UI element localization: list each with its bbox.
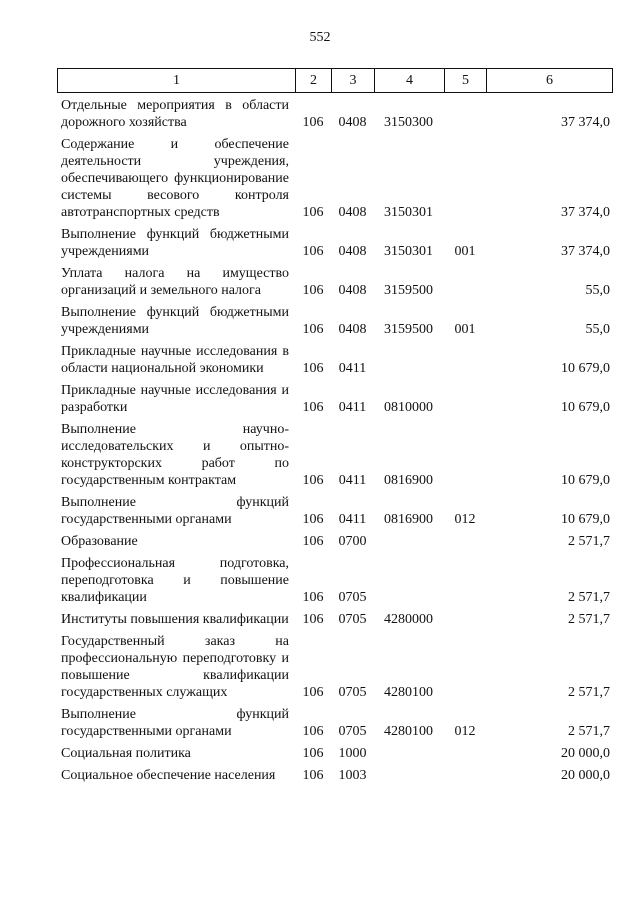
row-code-expense xyxy=(444,767,486,789)
row-code-ministry: 106 xyxy=(302,746,324,761)
row-name: Уплата налога на имущество организаций и земельного налога xyxy=(61,266,289,298)
row-code-section: 0411 xyxy=(338,512,367,527)
page-number: 552 xyxy=(309,30,331,45)
row-code-expense: 012 xyxy=(454,724,476,739)
row-code-ministry: 106 xyxy=(302,400,324,415)
table-header xyxy=(57,68,613,93)
row-amount: 2 571,7 xyxy=(568,590,610,605)
header-col-4: 4 xyxy=(375,69,445,93)
row-code-target xyxy=(374,343,444,382)
row-code-target xyxy=(374,745,444,767)
row-code-expense xyxy=(444,382,486,421)
row-code-expense xyxy=(444,421,486,494)
row-amount: 55,0 xyxy=(585,283,610,298)
header-col-2: 2 xyxy=(296,69,332,93)
row-code-expense: 012 xyxy=(454,512,476,527)
row-code-target: 4280100 xyxy=(384,685,433,700)
row-code-section: 0408 xyxy=(338,322,367,337)
row-name: Прикладные научные исследования и разработки xyxy=(61,383,289,415)
row-name: Содержание и обеспечение деятельности учреждения, обеспечивающего функционирование системы весового контроля автотранспортных средств xyxy=(61,137,289,220)
row-name: Социальная политика xyxy=(61,746,191,761)
row-code-target: 3150301 xyxy=(384,244,433,259)
row-code-ministry: 106 xyxy=(302,768,324,783)
row-code-expense xyxy=(444,97,486,136)
row-code-target xyxy=(374,555,444,611)
row-code-ministry: 106 xyxy=(302,283,324,298)
row-code-section: 0411 xyxy=(338,361,367,376)
table-row xyxy=(57,97,612,136)
row-code-section: 0705 xyxy=(338,685,367,700)
table-row xyxy=(57,265,612,304)
row-amount: 37 374,0 xyxy=(561,244,610,259)
row-amount: 10 679,0 xyxy=(561,400,610,415)
table-row xyxy=(57,136,612,226)
row-name: Прикладные научные исследования в области национальной экономики xyxy=(61,344,289,376)
row-code-expense xyxy=(444,555,486,611)
row-code-expense xyxy=(444,343,486,382)
row-code-ministry: 106 xyxy=(302,205,324,220)
header-col-6: 6 xyxy=(487,69,613,93)
row-code-expense xyxy=(444,533,486,555)
row-code-section: 0408 xyxy=(338,205,367,220)
table-row xyxy=(57,533,612,555)
row-name: Отдельные мероприятия в области дорожного хозяйства xyxy=(61,98,289,130)
row-code-section: 1000 xyxy=(338,746,367,761)
table-row xyxy=(57,382,612,421)
table-row xyxy=(57,767,612,789)
row-code-section: 0411 xyxy=(338,473,367,488)
row-code-target: 3159500 xyxy=(384,283,433,298)
row-code-expense xyxy=(444,745,486,767)
row-code-ministry: 106 xyxy=(302,512,324,527)
row-code-target: 0816900 xyxy=(384,473,433,488)
row-code-target: 3150300 xyxy=(384,115,433,130)
row-code-target: 0810000 xyxy=(384,400,433,415)
row-name: Выполнение функций бюджетными учреждениями xyxy=(61,305,289,337)
row-amount: 55,0 xyxy=(585,322,610,337)
row-code-expense: 001 xyxy=(454,322,476,337)
row-amount: 10 679,0 xyxy=(561,512,610,527)
row-name: Выполнение функций бюджетными учреждениями xyxy=(61,227,289,259)
table-row xyxy=(57,304,612,343)
row-name: Профессиональная подготовка, переподготовка и повышение квалификации xyxy=(61,556,289,605)
table-row xyxy=(57,343,612,382)
table-row xyxy=(57,421,612,494)
table-row xyxy=(57,706,612,745)
row-code-ministry: 106 xyxy=(302,473,324,488)
row-code-expense: 001 xyxy=(454,244,476,259)
row-code-ministry: 106 xyxy=(302,361,324,376)
row-code-target: 4280100 xyxy=(384,724,433,739)
row-code-section: 0705 xyxy=(338,724,367,739)
row-code-target: 4280000 xyxy=(384,612,433,627)
row-code-section: 0705 xyxy=(338,612,367,627)
table-row xyxy=(57,555,612,611)
row-code-section: 0700 xyxy=(338,534,367,549)
row-amount: 2 571,7 xyxy=(568,612,610,627)
row-name: Институты повышения квалификации xyxy=(61,612,289,627)
table-row xyxy=(57,611,612,633)
row-name: Выполнение функций государственными органами xyxy=(61,495,289,527)
row-code-ministry: 106 xyxy=(302,322,324,337)
row-amount: 2 571,7 xyxy=(568,685,610,700)
row-code-ministry: 106 xyxy=(302,115,324,130)
table-row xyxy=(57,633,612,706)
row-code-target: 0816900 xyxy=(384,512,433,527)
budget-table xyxy=(57,97,612,789)
row-name: Государственный заказ на профессиональную переподготовку и повышение квалификации государственных служащих xyxy=(61,634,289,700)
row-code-target xyxy=(374,533,444,555)
row-code-expense xyxy=(444,265,486,304)
row-code-target: 3150301 xyxy=(384,205,433,220)
header-col-3: 3 xyxy=(332,69,375,93)
table-row xyxy=(57,745,612,767)
row-code-ministry: 106 xyxy=(302,612,324,627)
row-code-expense xyxy=(444,611,486,633)
table-row xyxy=(57,494,612,533)
row-code-section: 0408 xyxy=(338,283,367,298)
row-code-section: 1003 xyxy=(338,768,367,783)
row-code-expense xyxy=(444,136,486,226)
header-col-5: 5 xyxy=(445,69,487,93)
row-amount: 20 000,0 xyxy=(561,746,610,761)
row-code-ministry: 106 xyxy=(302,244,324,259)
row-amount: 37 374,0 xyxy=(561,115,610,130)
row-amount: 20 000,0 xyxy=(561,768,610,783)
table-row xyxy=(57,226,612,265)
row-code-section: 0408 xyxy=(338,244,367,259)
row-amount: 10 679,0 xyxy=(561,361,610,376)
row-amount: 2 571,7 xyxy=(568,534,610,549)
row-name: Образование xyxy=(61,534,138,549)
row-code-ministry: 106 xyxy=(302,685,324,700)
row-amount: 2 571,7 xyxy=(568,724,610,739)
row-code-target: 3159500 xyxy=(384,322,433,337)
row-code-ministry: 106 xyxy=(302,724,324,739)
row-amount: 37 374,0 xyxy=(561,205,610,220)
row-code-section: 0408 xyxy=(338,115,367,130)
row-name: Социальное обеспечение населения xyxy=(61,768,276,783)
row-code-ministry: 106 xyxy=(302,534,324,549)
row-amount: 10 679,0 xyxy=(561,473,610,488)
row-code-ministry: 106 xyxy=(302,590,324,605)
row-name: Выполнение функций государственными органами xyxy=(61,707,289,739)
row-code-section: 0705 xyxy=(338,590,367,605)
row-code-expense xyxy=(444,633,486,706)
row-name: Выполнение научно-исследовательских и опытно-конструкторских работ по государственным контрактам xyxy=(61,422,289,488)
header-col-1: 1 xyxy=(58,69,296,93)
row-code-section: 0411 xyxy=(338,400,367,415)
row-code-target xyxy=(374,767,444,789)
